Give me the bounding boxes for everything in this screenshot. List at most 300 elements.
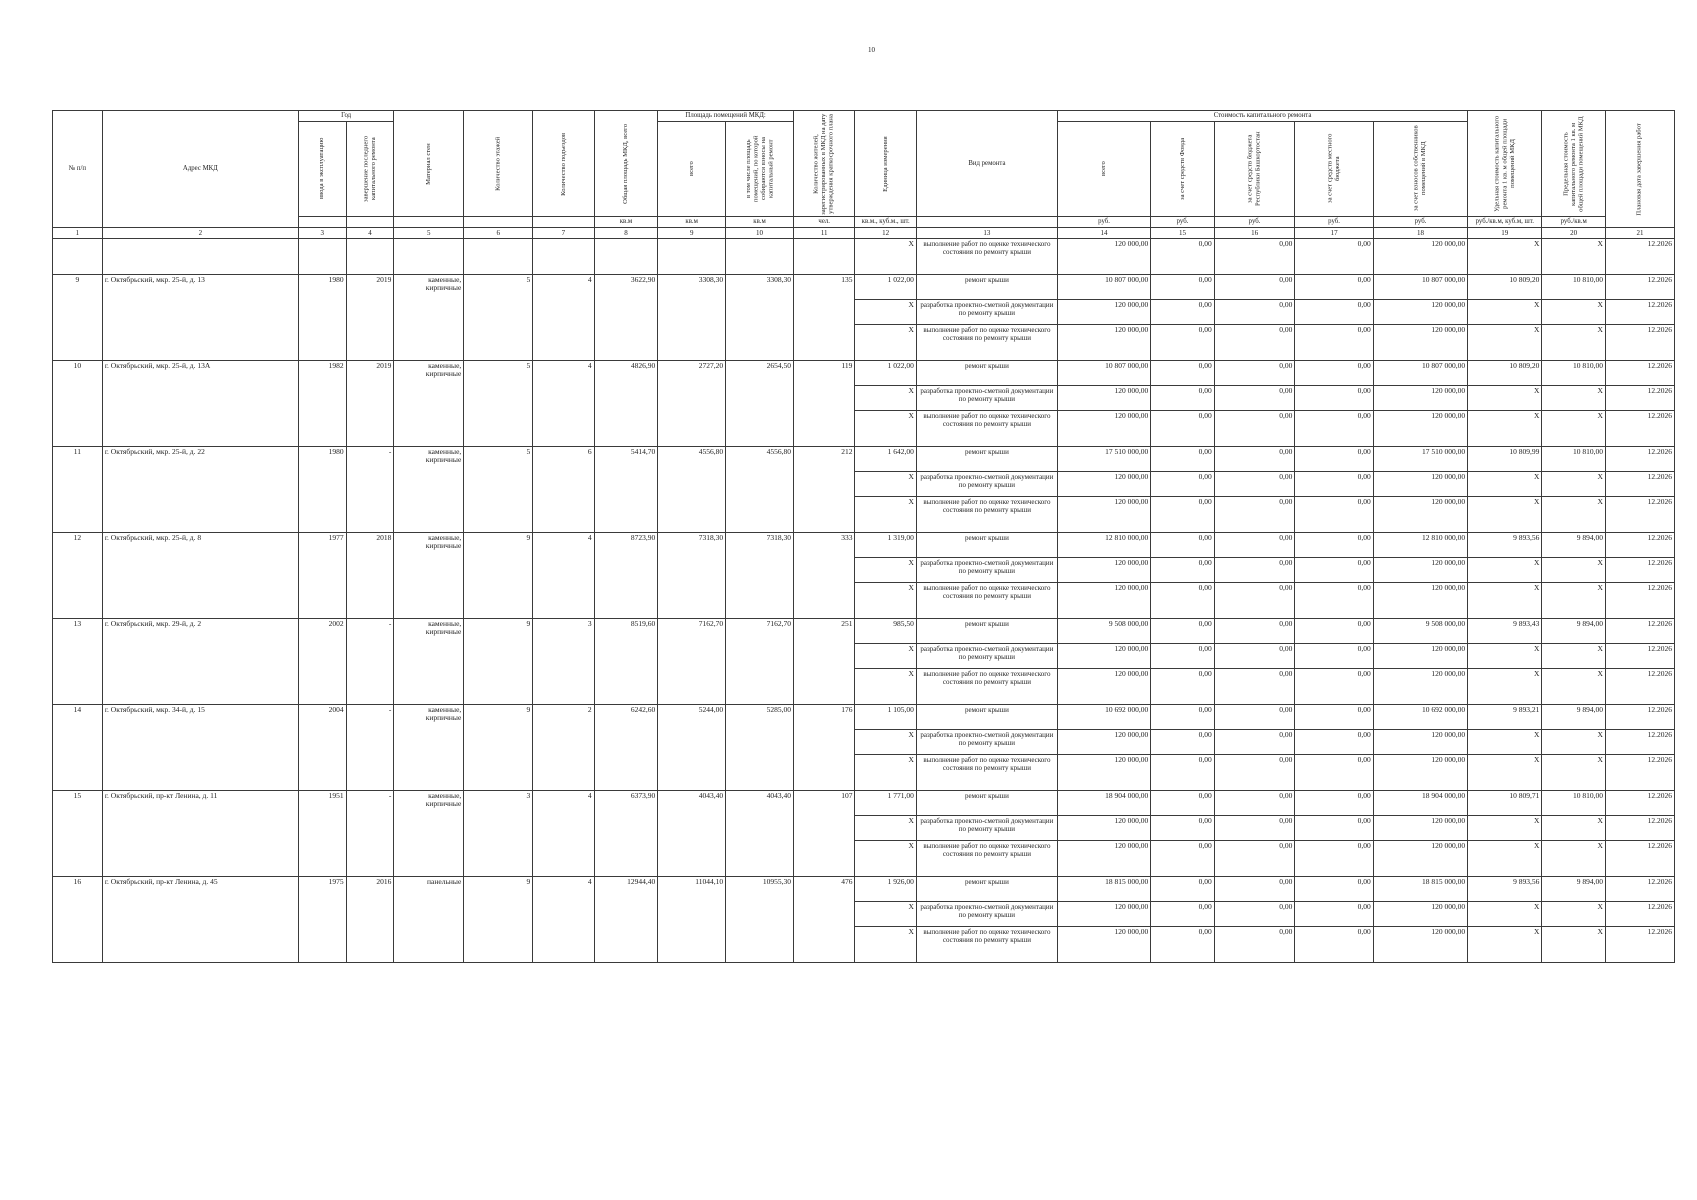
total-area: 8723,90 bbox=[594, 532, 658, 618]
cost-local: 0,00 bbox=[1295, 532, 1373, 557]
cost-fund: 0,00 bbox=[1151, 446, 1215, 471]
max-cost: X bbox=[1542, 815, 1606, 840]
column-number: 13 bbox=[916, 227, 1057, 238]
cost-owners: 120 000,00 bbox=[1373, 557, 1467, 582]
year-commission: 1982 bbox=[298, 360, 346, 446]
building-no: 11 bbox=[53, 446, 103, 532]
total-area: 8519,60 bbox=[594, 618, 658, 704]
entrances-count: 4 bbox=[533, 360, 594, 446]
planned-date: 12.2026 bbox=[1605, 496, 1674, 532]
cont-fund: 0,00 bbox=[1151, 238, 1215, 274]
floors-count: 3 bbox=[464, 790, 533, 876]
entrances-count: 4 bbox=[533, 532, 594, 618]
cont-own: 120 000,00 bbox=[1373, 238, 1467, 274]
year-last-repair: 2019 bbox=[346, 360, 394, 446]
cont-work: выполнение работ по оценке технического состояния по ремонту крыши bbox=[916, 238, 1057, 274]
residents-count: 135 bbox=[793, 274, 854, 360]
cost-owners: 120 000,00 bbox=[1373, 471, 1467, 496]
cost-republic: 0,00 bbox=[1214, 704, 1295, 729]
residents-count: 107 bbox=[793, 790, 854, 876]
floors-count: 9 bbox=[464, 876, 533, 962]
cost-republic: 0,00 bbox=[1214, 360, 1295, 385]
cost-fund: 0,00 bbox=[1151, 582, 1215, 618]
entrances-count: 4 bbox=[533, 274, 594, 360]
building-no: 10 bbox=[53, 360, 103, 446]
cost-local: 0,00 bbox=[1295, 582, 1373, 618]
max-cost: 10 810,00 bbox=[1542, 360, 1606, 385]
cost-total: 10 807 000,00 bbox=[1057, 274, 1150, 299]
cost-total: 120 000,00 bbox=[1057, 901, 1150, 926]
year-commission: 1975 bbox=[298, 876, 346, 962]
wall-material: каменные, кирпичные bbox=[394, 446, 464, 532]
building-address: г. Октябрьский, мкр. 29-й, д. 2 bbox=[102, 618, 298, 704]
specific-cost: 9 893,21 bbox=[1468, 704, 1542, 729]
year-commission: 1977 bbox=[298, 532, 346, 618]
x-mark: X bbox=[855, 901, 916, 926]
cost-fund: 0,00 bbox=[1151, 471, 1215, 496]
cost-republic: 0,00 bbox=[1214, 926, 1295, 962]
work-type-roof: ремонт крыши bbox=[916, 618, 1057, 643]
cost-owners: 120 000,00 bbox=[1373, 754, 1467, 790]
fund-area: 4556,80 bbox=[726, 446, 794, 532]
header-address: Адрес МКД bbox=[102, 111, 298, 228]
work-type-design: разработка проектно-сметной документации по ремонту крыши bbox=[916, 729, 1057, 754]
cost-total: 120 000,00 bbox=[1057, 410, 1150, 446]
planned-date: 12.2026 bbox=[1605, 446, 1674, 471]
max-cost: 9 894,00 bbox=[1542, 532, 1606, 557]
x-mark: X bbox=[855, 840, 916, 876]
capital-repair-table bbox=[52, 110, 1675, 963]
cost-owners: 120 000,00 bbox=[1373, 410, 1467, 446]
planned-date: 12.2026 bbox=[1605, 532, 1674, 557]
header-walls: Материал стен bbox=[394, 111, 464, 217]
work-type-assess: выполнение работ по оценке технического состояния по ремонту крыши bbox=[916, 324, 1057, 360]
total-area: 6373,90 bbox=[594, 790, 658, 876]
cont-rep: 0,00 bbox=[1214, 238, 1295, 274]
max-cost: X bbox=[1542, 840, 1606, 876]
cost-owners: 9 508 000,00 bbox=[1373, 618, 1467, 643]
residents-count: 333 bbox=[793, 532, 854, 618]
header-work-type: Вид ремонта bbox=[916, 111, 1057, 217]
max-cost: 10 810,00 bbox=[1542, 790, 1606, 815]
max-cost: X bbox=[1542, 729, 1606, 754]
floors-count: 5 bbox=[464, 274, 533, 360]
column-number: 9 bbox=[658, 227, 726, 238]
cost-total: 120 000,00 bbox=[1057, 840, 1150, 876]
cont-date: 12.2026 bbox=[1605, 238, 1674, 274]
column-numbers-row bbox=[53, 227, 1675, 238]
building-address: г. Октябрьский, мкр. 25-й, д. 13 bbox=[102, 274, 298, 360]
column-number: 15 bbox=[1151, 227, 1215, 238]
cost-owners: 120 000,00 bbox=[1373, 815, 1467, 840]
entrances-count: 4 bbox=[533, 876, 594, 962]
specific-cost: X bbox=[1468, 385, 1542, 410]
cost-republic: 0,00 bbox=[1214, 618, 1295, 643]
cost-fund: 0,00 bbox=[1151, 926, 1215, 962]
column-number: 18 bbox=[1373, 227, 1467, 238]
work-type-design: разработка проектно-сметной документации по ремонту крыши bbox=[916, 471, 1057, 496]
cost-owners: 12 810 000,00 bbox=[1373, 532, 1467, 557]
cost-republic: 0,00 bbox=[1214, 410, 1295, 446]
building-no: 14 bbox=[53, 704, 103, 790]
planned-date: 12.2026 bbox=[1605, 704, 1674, 729]
cost-fund: 0,00 bbox=[1151, 410, 1215, 446]
residents-count: 119 bbox=[793, 360, 854, 446]
column-number: 20 bbox=[1542, 227, 1606, 238]
max-cost: X bbox=[1542, 471, 1606, 496]
building-address: г. Октябрьский, мкр. 25-й, д. 13А bbox=[102, 360, 298, 446]
cost-local: 0,00 bbox=[1295, 410, 1373, 446]
building-row bbox=[53, 876, 1675, 901]
total-area: 12944,40 bbox=[594, 876, 658, 962]
building-no: 12 bbox=[53, 532, 103, 618]
floors-count: 9 bbox=[464, 618, 533, 704]
planned-date: 12.2026 bbox=[1605, 410, 1674, 446]
work-type-design: разработка проектно-сметной документации по ремонту крыши bbox=[916, 643, 1057, 668]
cost-local: 0,00 bbox=[1295, 790, 1373, 815]
column-number: 17 bbox=[1295, 227, 1373, 238]
planned-date: 12.2026 bbox=[1605, 754, 1674, 790]
x-mark: X bbox=[855, 496, 916, 532]
unit-rub-per: руб./кв.м, куб.м, шт. bbox=[1468, 216, 1542, 227]
cost-republic: 0,00 bbox=[1214, 324, 1295, 360]
cost-local: 0,00 bbox=[1295, 815, 1373, 840]
cost-local: 0,00 bbox=[1295, 926, 1373, 962]
column-number: 2 bbox=[102, 227, 298, 238]
specific-cost: X bbox=[1468, 471, 1542, 496]
header-premises-total: всего bbox=[658, 121, 726, 216]
cost-fund: 0,00 bbox=[1151, 754, 1215, 790]
fund-area: 4043,40 bbox=[726, 790, 794, 876]
max-cost: X bbox=[1542, 901, 1606, 926]
specific-cost: X bbox=[1468, 496, 1542, 532]
cost-republic: 0,00 bbox=[1214, 496, 1295, 532]
residents-count: 176 bbox=[793, 704, 854, 790]
cost-local: 0,00 bbox=[1295, 876, 1373, 901]
header-row-1 bbox=[53, 111, 1675, 122]
cost-local: 0,00 bbox=[1295, 324, 1373, 360]
premises-area: 5244,00 bbox=[658, 704, 726, 790]
building-row bbox=[53, 274, 1675, 299]
column-number: 19 bbox=[1468, 227, 1542, 238]
work-type-roof: ремонт крыши bbox=[916, 360, 1057, 385]
year-commission: 1980 bbox=[298, 446, 346, 532]
column-number: 3 bbox=[298, 227, 346, 238]
cost-republic: 0,00 bbox=[1214, 582, 1295, 618]
year-last-repair: - bbox=[346, 446, 394, 532]
header-cost-owners: за счет взносов собственников помещений в МКД bbox=[1373, 121, 1467, 216]
total-area: 6242,60 bbox=[594, 704, 658, 790]
planned-date: 12.2026 bbox=[1605, 901, 1674, 926]
residents-count: 476 bbox=[793, 876, 854, 962]
planned-date: 12.2026 bbox=[1605, 385, 1674, 410]
planned-date: 12.2026 bbox=[1605, 557, 1674, 582]
premises-area: 7162,70 bbox=[658, 618, 726, 704]
header-cost-fund: за счет средств Фонда bbox=[1151, 121, 1215, 216]
max-cost: X bbox=[1542, 643, 1606, 668]
max-cost: 10 810,00 bbox=[1542, 446, 1606, 471]
planned-date: 12.2026 bbox=[1605, 815, 1674, 840]
cost-local: 0,00 bbox=[1295, 557, 1373, 582]
unit-rub-sqm: руб./кв.м bbox=[1542, 216, 1606, 227]
wall-material: каменные, кирпичные bbox=[394, 618, 464, 704]
x-mark: X bbox=[855, 324, 916, 360]
header-premises-fund: в том числе площадь помещений, по которой собираются взносы на капитальный ремонт bbox=[726, 121, 794, 216]
max-cost: X bbox=[1542, 496, 1606, 532]
planned-date: 12.2026 bbox=[1605, 790, 1674, 815]
header-cost-total: всего bbox=[1057, 121, 1150, 216]
x-mark: X bbox=[855, 471, 916, 496]
work-type-design: разработка проектно-сметной документации по ремонту крыши bbox=[916, 901, 1057, 926]
cost-total: 120 000,00 bbox=[1057, 668, 1150, 704]
x-mark: X bbox=[855, 299, 916, 324]
cost-fund: 0,00 bbox=[1151, 729, 1215, 754]
building-address: г. Октябрьский, мкр. 34-й, д. 15 bbox=[102, 704, 298, 790]
planned-date: 12.2026 bbox=[1605, 729, 1674, 754]
header-year-group: Год bbox=[298, 111, 393, 122]
cont-x: X bbox=[855, 238, 916, 274]
building-no: 16 bbox=[53, 876, 103, 962]
cost-owners: 120 000,00 bbox=[1373, 729, 1467, 754]
cost-total: 120 000,00 bbox=[1057, 729, 1150, 754]
work-type-design: разработка проектно-сметной документации по ремонту крыши bbox=[916, 299, 1057, 324]
specific-cost: X bbox=[1468, 926, 1542, 962]
cost-local: 0,00 bbox=[1295, 840, 1373, 876]
continuation-row bbox=[53, 238, 1675, 274]
building-address: г. Октябрьский, мкр. 25-й, д. 22 bbox=[102, 446, 298, 532]
entrances-count: 6 bbox=[533, 446, 594, 532]
planned-date: 12.2026 bbox=[1605, 360, 1674, 385]
work-type-roof: ремонт крыши bbox=[916, 532, 1057, 557]
page-number: 10 bbox=[868, 46, 875, 54]
quantity: 1 926,00 bbox=[855, 876, 916, 901]
year-last-repair: 2019 bbox=[346, 274, 394, 360]
total-area: 5414,70 bbox=[594, 446, 658, 532]
max-cost: X bbox=[1542, 557, 1606, 582]
fund-area: 10955,30 bbox=[726, 876, 794, 962]
premises-area: 7318,30 bbox=[658, 532, 726, 618]
total-area: 3622,90 bbox=[594, 274, 658, 360]
unit-sqm-2: кв.м bbox=[658, 216, 726, 227]
cost-local: 0,00 bbox=[1295, 471, 1373, 496]
planned-date: 12.2026 bbox=[1605, 643, 1674, 668]
work-type-assess: выполнение работ по оценке технического состояния по ремонту крыши bbox=[916, 840, 1057, 876]
column-number: 7 bbox=[533, 227, 594, 238]
max-cost: X bbox=[1542, 324, 1606, 360]
planned-date: 12.2026 bbox=[1605, 840, 1674, 876]
header-unit: Единица измерения bbox=[855, 111, 916, 217]
quantity: 985,50 bbox=[855, 618, 916, 643]
specific-cost: X bbox=[1468, 410, 1542, 446]
specific-cost: X bbox=[1468, 754, 1542, 790]
cost-republic: 0,00 bbox=[1214, 557, 1295, 582]
cost-fund: 0,00 bbox=[1151, 274, 1215, 299]
work-type-assess: выполнение работ по оценке технического состояния по ремонту крыши bbox=[916, 496, 1057, 532]
cost-fund: 0,00 bbox=[1151, 532, 1215, 557]
building-row bbox=[53, 618, 1675, 643]
cost-total: 120 000,00 bbox=[1057, 324, 1150, 360]
header-premises-group: Площадь помещений МКД: bbox=[658, 111, 794, 122]
cost-local: 0,00 bbox=[1295, 704, 1373, 729]
max-cost: X bbox=[1542, 926, 1606, 962]
header-residents: Количество жителей, зарегистрированных в МКД на дату утверждения краткосрочного плана bbox=[793, 111, 854, 217]
header-cost-group: Стоимость капитального ремонта bbox=[1057, 111, 1467, 122]
cost-local: 0,00 bbox=[1295, 496, 1373, 532]
cost-total: 18 904 000,00 bbox=[1057, 790, 1150, 815]
cost-fund: 0,00 bbox=[1151, 324, 1215, 360]
cont-total: 120 000,00 bbox=[1057, 238, 1150, 274]
cost-local: 0,00 bbox=[1295, 274, 1373, 299]
total-area: 4826,90 bbox=[594, 360, 658, 446]
header-planned-date: Плановая дата завершения работ bbox=[1605, 111, 1674, 228]
max-cost: 9 894,00 bbox=[1542, 704, 1606, 729]
cost-local: 0,00 bbox=[1295, 618, 1373, 643]
cost-fund: 0,00 bbox=[1151, 643, 1215, 668]
premises-area: 11044,10 bbox=[658, 876, 726, 962]
cont-loc: 0,00 bbox=[1295, 238, 1373, 274]
cost-total: 17 510 000,00 bbox=[1057, 446, 1150, 471]
planned-date: 12.2026 bbox=[1605, 926, 1674, 962]
cost-fund: 0,00 bbox=[1151, 790, 1215, 815]
work-type-roof: ремонт крыши bbox=[916, 876, 1057, 901]
column-number: 14 bbox=[1057, 227, 1150, 238]
cost-fund: 0,00 bbox=[1151, 840, 1215, 876]
work-type-assess: выполнение работ по оценке технического состояния по ремонту крыши bbox=[916, 410, 1057, 446]
work-type-roof: ремонт крыши bbox=[916, 790, 1057, 815]
specific-cost: X bbox=[1468, 840, 1542, 876]
specific-cost: 9 893,56 bbox=[1468, 532, 1542, 557]
cost-local: 0,00 bbox=[1295, 446, 1373, 471]
work-type-assess: выполнение работ по оценке технического состояния по ремонту крыши bbox=[916, 926, 1057, 962]
column-number: 1 bbox=[53, 227, 103, 238]
premises-area: 4556,80 bbox=[658, 446, 726, 532]
cost-local: 0,00 bbox=[1295, 754, 1373, 790]
cost-fund: 0,00 bbox=[1151, 668, 1215, 704]
work-type-roof: ремонт крыши bbox=[916, 274, 1057, 299]
floors-count: 5 bbox=[464, 360, 533, 446]
year-commission: 2004 bbox=[298, 704, 346, 790]
building-address: г. Октябрьский, пр-кт Ленина, д. 11 bbox=[102, 790, 298, 876]
planned-date: 12.2026 bbox=[1605, 618, 1674, 643]
cost-total: 120 000,00 bbox=[1057, 926, 1150, 962]
planned-date: 12.2026 bbox=[1605, 274, 1674, 299]
premises-area: 4043,40 bbox=[658, 790, 726, 876]
specific-cost: X bbox=[1468, 324, 1542, 360]
cost-owners: 120 000,00 bbox=[1373, 582, 1467, 618]
cost-owners: 10 692 000,00 bbox=[1373, 704, 1467, 729]
cost-republic: 0,00 bbox=[1214, 790, 1295, 815]
cost-owners: 120 000,00 bbox=[1373, 901, 1467, 926]
max-cost: X bbox=[1542, 668, 1606, 704]
cost-total: 12 810 000,00 bbox=[1057, 532, 1150, 557]
cost-total: 9 508 000,00 bbox=[1057, 618, 1150, 643]
unit-rub-4: руб. bbox=[1295, 216, 1373, 227]
cost-owners: 17 510 000,00 bbox=[1373, 446, 1467, 471]
quantity: 1 105,00 bbox=[855, 704, 916, 729]
cost-fund: 0,00 bbox=[1151, 704, 1215, 729]
cost-fund: 0,00 bbox=[1151, 496, 1215, 532]
column-number: 8 bbox=[594, 227, 658, 238]
wall-material: каменные, кирпичные bbox=[394, 532, 464, 618]
year-last-repair: - bbox=[346, 704, 394, 790]
entrances-count: 4 bbox=[533, 790, 594, 876]
cont-spec: X bbox=[1468, 238, 1542, 274]
column-number: 6 bbox=[464, 227, 533, 238]
cost-total: 120 000,00 bbox=[1057, 582, 1150, 618]
floors-count: 9 bbox=[464, 532, 533, 618]
specific-cost: X bbox=[1468, 643, 1542, 668]
cost-republic: 0,00 bbox=[1214, 754, 1295, 790]
x-mark: X bbox=[855, 754, 916, 790]
cost-republic: 0,00 bbox=[1214, 532, 1295, 557]
cost-total: 18 815 000,00 bbox=[1057, 876, 1150, 901]
floors-count: 5 bbox=[464, 446, 533, 532]
specific-cost: X bbox=[1468, 582, 1542, 618]
cost-owners: 120 000,00 bbox=[1373, 926, 1467, 962]
unit-rub-3: руб. bbox=[1214, 216, 1295, 227]
cost-owners: 120 000,00 bbox=[1373, 496, 1467, 532]
column-number: 10 bbox=[726, 227, 794, 238]
specific-cost: 9 893,43 bbox=[1468, 618, 1542, 643]
specific-cost: 9 893,56 bbox=[1468, 876, 1542, 901]
cost-republic: 0,00 bbox=[1214, 668, 1295, 704]
header-specific-cost: Удельная стоимость капитального ремонта 1 кв. м общей площади помещений МКД bbox=[1468, 111, 1542, 217]
planned-date: 12.2026 bbox=[1605, 324, 1674, 360]
building-row bbox=[53, 532, 1675, 557]
cost-total: 120 000,00 bbox=[1057, 754, 1150, 790]
building-row bbox=[53, 446, 1675, 471]
wall-material: каменные, кирпичные bbox=[394, 790, 464, 876]
specific-cost: X bbox=[1468, 557, 1542, 582]
wall-material: каменные, кирпичные bbox=[394, 274, 464, 360]
cost-owners: 120 000,00 bbox=[1373, 299, 1467, 324]
cost-owners: 120 000,00 bbox=[1373, 643, 1467, 668]
building-row bbox=[53, 360, 1675, 385]
x-mark: X bbox=[855, 668, 916, 704]
building-row bbox=[53, 790, 1675, 815]
cost-republic: 0,00 bbox=[1214, 385, 1295, 410]
cost-total: 120 000,00 bbox=[1057, 643, 1150, 668]
year-last-repair: 2016 bbox=[346, 876, 394, 962]
x-mark: X bbox=[855, 643, 916, 668]
cost-fund: 0,00 bbox=[1151, 618, 1215, 643]
floors-count: 9 bbox=[464, 704, 533, 790]
x-mark: X bbox=[855, 582, 916, 618]
cost-owners: 120 000,00 bbox=[1373, 324, 1467, 360]
cost-total: 10 807 000,00 bbox=[1057, 360, 1150, 385]
fund-area: 3308,30 bbox=[726, 274, 794, 360]
fund-area: 5285,00 bbox=[726, 704, 794, 790]
premises-area: 2727,20 bbox=[658, 360, 726, 446]
cost-local: 0,00 bbox=[1295, 643, 1373, 668]
cost-total: 120 000,00 bbox=[1057, 299, 1150, 324]
cost-republic: 0,00 bbox=[1214, 876, 1295, 901]
header-year-repair: завершение последнего капитального ремонта bbox=[346, 121, 394, 216]
wall-material: панельные bbox=[394, 876, 464, 962]
cost-republic: 0,00 bbox=[1214, 299, 1295, 324]
cost-local: 0,00 bbox=[1295, 299, 1373, 324]
unit-measure: кв.м., куб.м., шт. bbox=[855, 216, 916, 227]
year-commission: 1980 bbox=[298, 274, 346, 360]
header-total-area: Общая площадь МКД, всего bbox=[594, 111, 658, 217]
quantity: 1 022,00 bbox=[855, 360, 916, 385]
cost-republic: 0,00 bbox=[1214, 901, 1295, 926]
year-commission: 1951 bbox=[298, 790, 346, 876]
specific-cost: 10 809,99 bbox=[1468, 446, 1542, 471]
max-cost: X bbox=[1542, 582, 1606, 618]
planned-date: 12.2026 bbox=[1605, 471, 1674, 496]
x-mark: X bbox=[855, 557, 916, 582]
